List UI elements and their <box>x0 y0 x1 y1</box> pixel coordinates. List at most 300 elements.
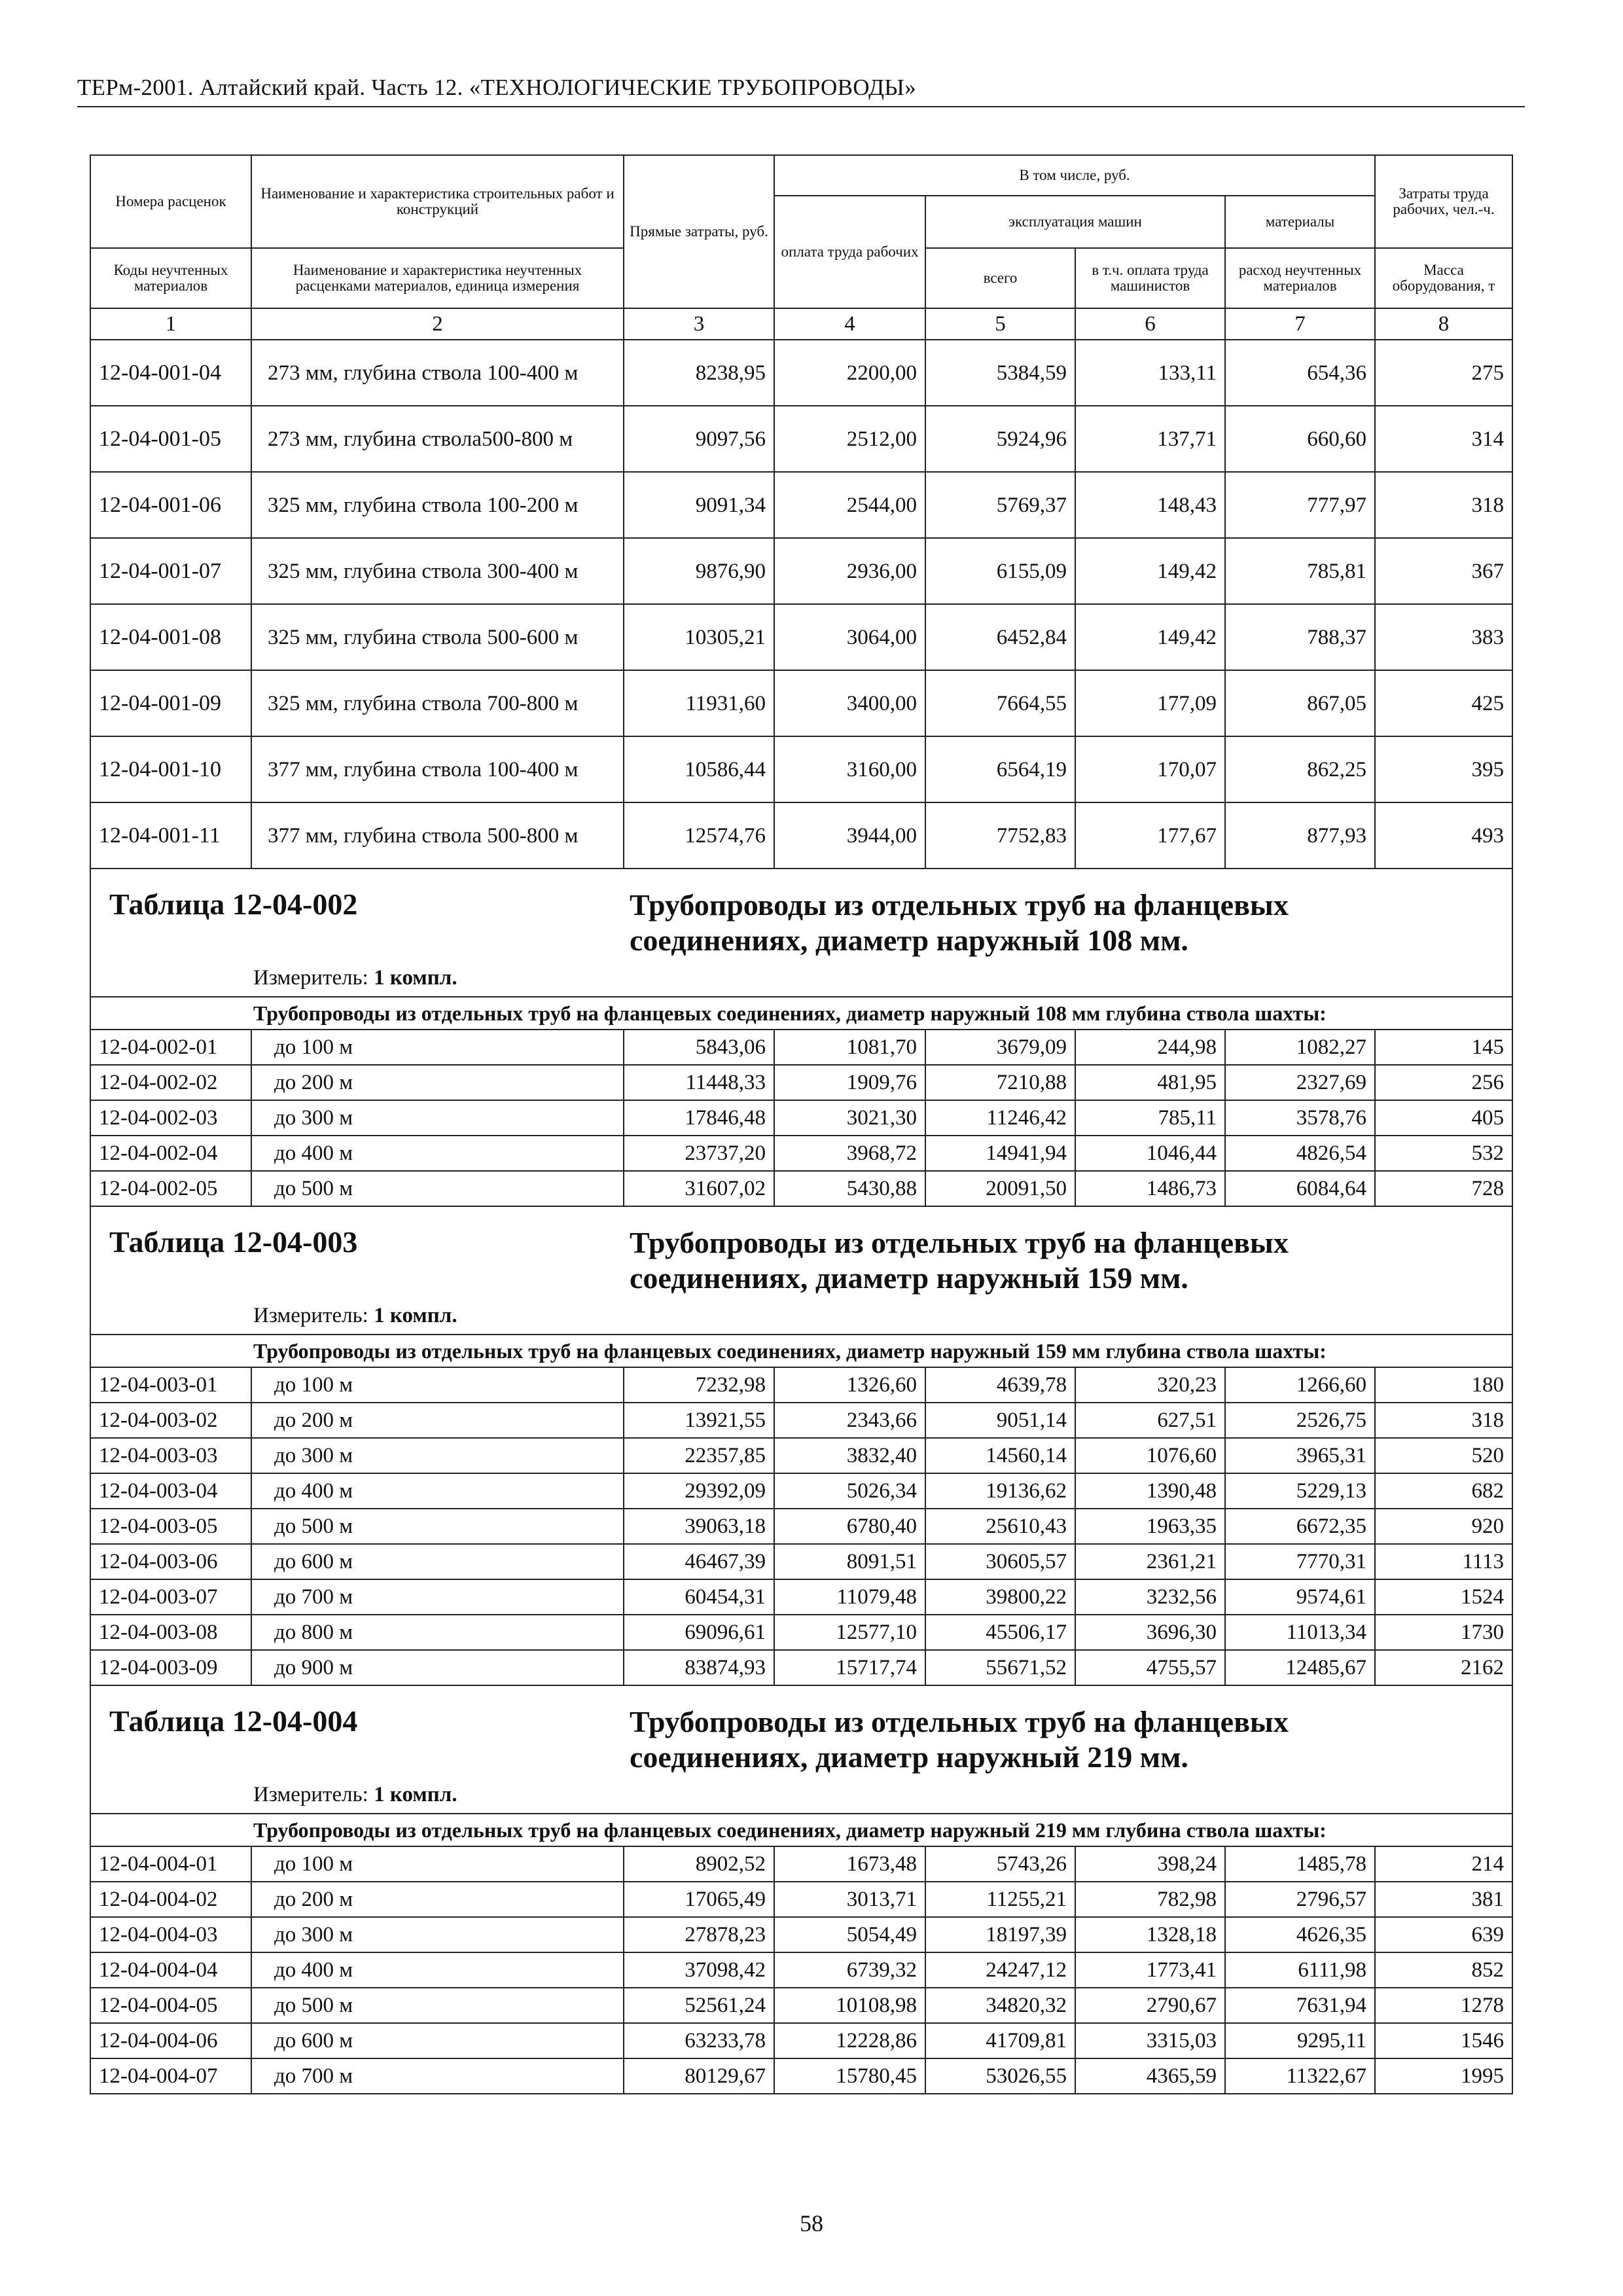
table-row <box>90 604 1512 670</box>
table-caption-row <box>90 1685 1512 1814</box>
value-hours: 275 <box>1375 340 1512 406</box>
column-number: 1 <box>90 308 251 340</box>
value-hours: 1546 <box>1375 2023 1512 2058</box>
value-machines: 55671,52 <box>925 1650 1075 1685</box>
table-row <box>90 1952 1512 1988</box>
rate-name: 325 мм, глубина ствола 300-400 м <box>251 538 624 604</box>
rate-name: до 300 м <box>251 1917 624 1952</box>
column-number: 3 <box>624 308 774 340</box>
value-materials: 4826,54 <box>1225 1136 1375 1171</box>
value-direct: 46467,39 <box>624 1544 774 1579</box>
page-number: 58 <box>800 2210 823 2236</box>
table-caption-row <box>90 1206 1512 1335</box>
value-labor: 1326,60 <box>774 1367 925 1403</box>
value-machinists: 1076,60 <box>1075 1438 1225 1473</box>
rate-code: 12-04-001-09 <box>90 670 251 736</box>
rate-name: 325 мм, глубина ствола 500-600 м <box>251 604 624 670</box>
value-labor: 3400,00 <box>774 670 925 736</box>
rate-code: 12-04-004-06 <box>90 2023 251 2058</box>
value-machines: 14560,14 <box>925 1438 1075 1473</box>
value-machines: 9051,14 <box>925 1403 1075 1438</box>
value-materials: 7770,31 <box>1225 1544 1375 1579</box>
table-caption-row <box>90 869 1512 997</box>
value-materials: 11013,34 <box>1225 1615 1375 1650</box>
value-labor: 3832,40 <box>774 1438 925 1473</box>
value-machinists: 149,42 <box>1075 538 1225 604</box>
column-number: 5 <box>925 308 1075 340</box>
header-labor-hours: Затраты труда рабочих, чел.-ч. <box>1375 155 1512 248</box>
value-materials: 9295,11 <box>1225 2023 1375 2058</box>
value-materials: 7631,94 <box>1225 1988 1375 2023</box>
value-machinists: 481,95 <box>1075 1065 1225 1100</box>
value-machinists: 785,11 <box>1075 1100 1225 1136</box>
table-row <box>90 1473 1512 1509</box>
column-number: 8 <box>1375 308 1512 340</box>
table-row <box>90 1917 1512 1952</box>
value-direct: 22357,85 <box>624 1438 774 1473</box>
rate-code: 12-04-002-05 <box>90 1171 251 1206</box>
value-direct: 9097,56 <box>624 406 774 472</box>
value-hours: 145 <box>1375 1030 1512 1065</box>
value-direct: 10586,44 <box>624 736 774 802</box>
rate-name: до 200 м <box>251 1882 624 1917</box>
value-labor: 3064,00 <box>774 604 925 670</box>
measurement-unit-label: Измеритель: <box>253 1304 368 1327</box>
measurement-unit <box>91 1302 1512 1329</box>
value-machinists: 148,43 <box>1075 472 1225 538</box>
table-row <box>90 1650 1512 1685</box>
value-direct: 5843,06 <box>624 1030 774 1065</box>
table-row <box>90 1882 1512 1917</box>
value-hours: 214 <box>1375 1846 1512 1882</box>
rate-code: 12-04-001-08 <box>90 604 251 670</box>
value-direct: 13921,55 <box>624 1403 774 1438</box>
value-direct: 69096,61 <box>624 1615 774 1650</box>
table-row <box>90 1136 1512 1171</box>
value-labor: 1673,48 <box>774 1846 925 1882</box>
value-direct: 27878,23 <box>624 1917 774 1952</box>
value-materials: 6672,35 <box>1225 1509 1375 1544</box>
value-machines: 3679,09 <box>925 1030 1075 1065</box>
rate-name: 273 мм, глубина ствола500-800 м <box>251 406 624 472</box>
value-hours: 318 <box>1375 1403 1512 1438</box>
table-row <box>90 1065 1512 1100</box>
value-machinists: 177,09 <box>1075 670 1225 736</box>
rate-name: до 800 м <box>251 1615 624 1650</box>
table-row <box>90 1615 1512 1650</box>
value-labor: 10108,98 <box>774 1988 925 2023</box>
value-materials: 1266,60 <box>1225 1367 1375 1403</box>
table-subheading: Трубопроводы из отдельных труб на фланцевых соединениях, диаметр наружный 159 мм глубина ствола шахты: <box>90 1335 1512 1367</box>
value-machinists: 1328,18 <box>1075 1917 1225 1952</box>
value-labor: 2544,00 <box>774 472 925 538</box>
value-materials: 777,97 <box>1225 472 1375 538</box>
value-hours: 395 <box>1375 736 1512 802</box>
header-unaccounted-codes: Коды неучтенных материалов <box>90 248 251 308</box>
table-title: Трубопроводы из отдельных труб на фланцевых соединениях, диаметр наружный 108 мм. <box>630 888 1289 957</box>
value-machines: 25610,43 <box>925 1509 1075 1544</box>
table-id: Таблица 12-04-003 <box>109 1225 358 1259</box>
value-materials: 5229,13 <box>1225 1473 1375 1509</box>
rate-name: до 700 м <box>251 2058 624 2094</box>
value-machines: 5384,59 <box>925 340 1075 406</box>
table-caption <box>90 1685 1512 1814</box>
value-direct: 39063,18 <box>624 1509 774 1544</box>
rate-name: до 500 м <box>251 1509 624 1544</box>
rate-code: 12-04-003-06 <box>90 1544 251 1579</box>
rate-name: до 400 м <box>251 1952 624 1988</box>
value-hours: 1524 <box>1375 1579 1512 1615</box>
rate-name: до 600 м <box>251 1544 624 1579</box>
table-row <box>90 736 1512 802</box>
value-labor: 2936,00 <box>774 538 925 604</box>
value-labor: 2200,00 <box>774 340 925 406</box>
table-row <box>90 1544 1512 1579</box>
value-direct: 10305,21 <box>624 604 774 670</box>
rate-code: 12-04-004-04 <box>90 1952 251 1988</box>
table-row <box>90 538 1512 604</box>
value-labor: 2343,66 <box>774 1403 925 1438</box>
value-labor: 2512,00 <box>774 406 925 472</box>
rate-code: 12-04-003-05 <box>90 1509 251 1544</box>
value-machinists: 2361,21 <box>1075 1544 1225 1579</box>
table-subheading: Трубопроводы из отдельных труб на фланцевых соединениях, диаметр наружный 219 мм глубина ствола шахты: <box>90 1814 1512 1846</box>
measurement-unit <box>91 1782 1512 1808</box>
value-hours: 318 <box>1375 472 1512 538</box>
value-machinists: 4365,59 <box>1075 2058 1225 2094</box>
value-direct: 63233,78 <box>624 2023 774 2058</box>
rate-code: 12-04-004-02 <box>90 1882 251 1917</box>
value-materials: 9574,61 <box>1225 1579 1375 1615</box>
table-row <box>90 406 1512 472</box>
value-labor: 12228,86 <box>774 2023 925 2058</box>
value-labor: 3160,00 <box>774 736 925 802</box>
value-direct: 83874,93 <box>624 1650 774 1685</box>
value-direct: 29392,09 <box>624 1473 774 1509</box>
value-direct: 8238,95 <box>624 340 774 406</box>
value-hours: 1730 <box>1375 1615 1512 1650</box>
value-machinists: 149,42 <box>1075 604 1225 670</box>
value-hours: 920 <box>1375 1509 1512 1544</box>
value-labor: 12577,10 <box>774 1615 925 1650</box>
rate-name: до 200 м <box>251 1403 624 1438</box>
value-materials: 3965,31 <box>1225 1438 1375 1473</box>
rate-code: 12-04-003-08 <box>90 1615 251 1650</box>
subheading-row <box>90 1814 1512 1846</box>
value-hours: 520 <box>1375 1438 1512 1473</box>
value-labor: 6739,32 <box>774 1952 925 1988</box>
rate-code: 12-04-001-04 <box>90 340 251 406</box>
value-labor: 1081,70 <box>774 1030 925 1065</box>
table-row <box>90 1030 1512 1065</box>
value-direct: 80129,67 <box>624 2058 774 2094</box>
value-machines: 11255,21 <box>925 1882 1075 1917</box>
value-direct: 9876,90 <box>624 538 774 604</box>
table-row <box>90 340 1512 406</box>
table-row <box>90 472 1512 538</box>
header-unaccounted-name: Наименование и характеристика неучтенных расценками материалов, единица измерения <box>251 248 624 308</box>
value-direct: 9091,34 <box>624 472 774 538</box>
value-machines: 6452,84 <box>925 604 1075 670</box>
value-materials: 6084,64 <box>1225 1171 1375 1206</box>
table-row <box>90 1403 1512 1438</box>
value-machines: 53026,55 <box>925 2058 1075 2094</box>
value-labor: 15717,74 <box>774 1650 925 1685</box>
value-machinists: 3232,56 <box>1075 1579 1225 1615</box>
value-hours: 381 <box>1375 1882 1512 1917</box>
value-direct: 7232,98 <box>624 1367 774 1403</box>
value-materials: 877,93 <box>1225 802 1375 869</box>
value-direct: 12574,76 <box>624 802 774 869</box>
value-machines: 30605,57 <box>925 1544 1075 1579</box>
value-machines: 45506,17 <box>925 1615 1075 1650</box>
value-direct: 17065,49 <box>624 1882 774 1917</box>
value-materials: 867,05 <box>1225 670 1375 736</box>
rate-code: 12-04-003-07 <box>90 1579 251 1615</box>
value-labor: 3021,30 <box>774 1100 925 1136</box>
header-materials: материалы <box>1225 196 1375 248</box>
value-direct: 60454,31 <box>624 1579 774 1615</box>
value-direct: 8902,52 <box>624 1846 774 1882</box>
value-materials: 788,37 <box>1225 604 1375 670</box>
table-row <box>90 1846 1512 1882</box>
rate-code: 12-04-004-05 <box>90 1988 251 2023</box>
value-materials: 1082,27 <box>1225 1030 1375 1065</box>
value-machinists: 1046,44 <box>1075 1136 1225 1171</box>
value-hours: 405 <box>1375 1100 1512 1136</box>
value-labor: 15780,45 <box>774 2058 925 2094</box>
value-labor: 3013,71 <box>774 1882 925 1917</box>
rate-name: 273 мм, глубина ствола 100-400 м <box>251 340 624 406</box>
value-hours: 1278 <box>1375 1988 1512 2023</box>
header-including: В том числе, руб. <box>774 155 1375 196</box>
value-direct: 17846,48 <box>624 1100 774 1136</box>
value-labor: 3968,72 <box>774 1136 925 1171</box>
value-materials: 1485,78 <box>1225 1846 1375 1882</box>
value-hours: 682 <box>1375 1473 1512 1509</box>
value-materials: 2796,57 <box>1225 1882 1375 1917</box>
subheading-row <box>90 997 1512 1030</box>
rate-code: 12-04-003-09 <box>90 1650 251 1685</box>
rate-name: до 700 м <box>251 1579 624 1615</box>
value-hours: 1995 <box>1375 2058 1512 2094</box>
rate-code: 12-04-003-01 <box>90 1367 251 1403</box>
header-unaccounted-materials-use: расход неучтенных материалов <box>1225 248 1375 308</box>
value-machines: 24247,12 <box>925 1952 1075 1988</box>
value-machines: 7664,55 <box>925 670 1075 736</box>
table-row <box>90 1988 1512 2023</box>
value-machines: 34820,32 <box>925 1988 1075 2023</box>
table-row <box>90 802 1512 869</box>
value-machines: 7210,88 <box>925 1065 1075 1100</box>
value-machines: 39800,22 <box>925 1579 1075 1615</box>
rate-name: 325 мм, глубина ствола 100-200 м <box>251 472 624 538</box>
table-title: Трубопроводы из отдельных труб на фланцевых соединениях, диаметр наружный 159 мм. <box>630 1226 1289 1295</box>
value-machinists: 782,98 <box>1075 1882 1225 1917</box>
rate-name: 377 мм, глубина ствола 100-400 м <box>251 736 624 802</box>
value-materials: 11322,67 <box>1225 2058 1375 2094</box>
header-labor-pay: оплата труда рабочих <box>774 196 925 308</box>
table-row <box>90 1579 1512 1615</box>
rate-code: 12-04-001-10 <box>90 736 251 802</box>
value-hours: 852 <box>1375 1952 1512 1988</box>
rate-code: 12-04-003-02 <box>90 1403 251 1438</box>
column-number: 4 <box>774 308 925 340</box>
rate-name: до 600 м <box>251 2023 624 2058</box>
value-labor: 5054,49 <box>774 1917 925 1952</box>
value-machinists: 3315,03 <box>1075 2023 1225 2058</box>
value-materials: 2526,75 <box>1225 1403 1375 1438</box>
measurement-unit <box>91 965 1512 991</box>
value-machinists: 320,23 <box>1075 1367 1225 1403</box>
table-row <box>90 2058 1512 2094</box>
value-machinists: 627,51 <box>1075 1403 1225 1438</box>
value-labor: 5026,34 <box>774 1473 925 1509</box>
rate-name: до 900 м <box>251 1650 624 1685</box>
value-hours: 2162 <box>1375 1650 1512 1685</box>
rate-code: 12-04-002-04 <box>90 1136 251 1171</box>
value-materials: 660,60 <box>1225 406 1375 472</box>
rate-name: 325 мм, глубина ствола 700-800 м <box>251 670 624 736</box>
value-materials: 862,25 <box>1225 736 1375 802</box>
value-machinists: 398,24 <box>1075 1846 1225 1882</box>
table-id: Таблица 12-04-002 <box>109 888 358 921</box>
value-direct: 52561,24 <box>624 1988 774 2023</box>
rate-name: 377 мм, глубина ствола 500-800 м <box>251 802 624 869</box>
value-machines: 41709,81 <box>925 2023 1075 2058</box>
column-number: 6 <box>1075 308 1225 340</box>
value-direct: 31607,02 <box>624 1171 774 1206</box>
table-caption <box>90 869 1512 997</box>
rate-code: 12-04-001-11 <box>90 802 251 869</box>
value-hours: 493 <box>1375 802 1512 869</box>
rate-code: 12-04-003-03 <box>90 1438 251 1473</box>
table-row <box>90 1367 1512 1403</box>
value-machines: 4639,78 <box>925 1367 1075 1403</box>
header-machine-operation: эксплуатация машин <box>925 196 1225 248</box>
header-equipment-mass: Масса оборудования, т <box>1375 248 1512 308</box>
rate-name: до 500 м <box>251 1988 624 2023</box>
rate-code: 12-04-004-01 <box>90 1846 251 1882</box>
rates-table <box>90 154 1513 2094</box>
rate-name: до 400 м <box>251 1473 624 1509</box>
value-machinists: 1773,41 <box>1075 1952 1225 1988</box>
table-row <box>90 1171 1512 1206</box>
subheading-row <box>90 1335 1512 1367</box>
table-row <box>90 1509 1512 1544</box>
rate-name: до 500 м <box>251 1171 624 1206</box>
value-machinists: 1486,73 <box>1075 1171 1225 1206</box>
value-materials: 4626,35 <box>1225 1917 1375 1952</box>
value-direct: 37098,42 <box>624 1952 774 1988</box>
value-labor: 11079,48 <box>774 1579 925 1615</box>
value-machinists: 133,11 <box>1075 340 1225 406</box>
table-id: Таблица 12-04-004 <box>109 1704 358 1738</box>
value-hours: 180 <box>1375 1367 1512 1403</box>
value-machines: 6155,09 <box>925 538 1075 604</box>
value-hours: 367 <box>1375 538 1512 604</box>
value-hours: 532 <box>1375 1136 1512 1171</box>
table-caption <box>90 1206 1512 1335</box>
rate-code: 12-04-003-04 <box>90 1473 251 1509</box>
value-machines: 19136,62 <box>925 1473 1075 1509</box>
rate-name: до 100 м <box>251 1367 624 1403</box>
value-labor: 5430,88 <box>774 1171 925 1206</box>
value-hours: 383 <box>1375 604 1512 670</box>
value-machinists: 4755,57 <box>1075 1650 1225 1685</box>
value-machines: 5743,26 <box>925 1846 1075 1882</box>
value-hours: 314 <box>1375 406 1512 472</box>
value-direct: 11448,33 <box>624 1065 774 1100</box>
measurement-unit-label: Измеритель: <box>253 966 368 990</box>
value-machinists: 177,67 <box>1075 802 1225 869</box>
column-number: 2 <box>251 308 624 340</box>
value-machines: 20091,50 <box>925 1171 1075 1206</box>
value-machinists: 1963,35 <box>1075 1509 1225 1544</box>
value-materials: 785,81 <box>1225 538 1375 604</box>
value-machinists: 1390,48 <box>1075 1473 1225 1509</box>
rate-code: 12-04-002-02 <box>90 1065 251 1100</box>
rate-name: до 100 м <box>251 1846 624 1882</box>
table-title: Трубопроводы из отдельных труб на фланцевых соединениях, диаметр наружный 219 мм. <box>630 1705 1289 1774</box>
header-work-name: Наименование и характеристика строительных работ и конструкций <box>251 155 624 248</box>
value-machines: 7752,83 <box>925 802 1075 869</box>
rate-name: до 100 м <box>251 1030 624 1065</box>
table-row <box>90 1438 1512 1473</box>
rate-name: до 300 м <box>251 1438 624 1473</box>
value-machines: 5769,37 <box>925 472 1075 538</box>
header-machinist-pay: в т.ч. оплата труда машинистов <box>1075 248 1225 308</box>
value-machinists: 3696,30 <box>1075 1615 1225 1650</box>
rate-code: 12-04-001-07 <box>90 538 251 604</box>
rate-code: 12-04-004-03 <box>90 1917 251 1952</box>
value-machines: 14941,94 <box>925 1136 1075 1171</box>
measurement-unit-value: 1 компл. <box>374 1304 457 1327</box>
rate-name: до 300 м <box>251 1100 624 1136</box>
rate-code: 12-04-002-01 <box>90 1030 251 1065</box>
value-materials: 654,36 <box>1225 340 1375 406</box>
value-hours: 1113 <box>1375 1544 1512 1579</box>
value-direct: 11931,60 <box>624 670 774 736</box>
value-materials: 6111,98 <box>1225 1952 1375 1988</box>
header-machine-total: всего <box>925 248 1075 308</box>
value-labor: 3944,00 <box>774 802 925 869</box>
value-hours: 728 <box>1375 1171 1512 1206</box>
value-materials: 12485,67 <box>1225 1650 1375 1685</box>
value-labor: 6780,40 <box>774 1509 925 1544</box>
value-machines: 5924,96 <box>925 406 1075 472</box>
value-machinists: 2790,67 <box>1075 1988 1225 2023</box>
table-subheading: Трубопроводы из отдельных труб на фланцевых соединениях, диаметр наружный 108 мм глубина ствола шахты: <box>90 997 1512 1030</box>
measurement-unit-label: Измеритель: <box>253 1783 368 1806</box>
column-number: 7 <box>1225 308 1375 340</box>
table-row <box>90 1100 1512 1136</box>
value-materials: 2327,69 <box>1225 1065 1375 1100</box>
header-direct-costs: Прямые затраты, руб. <box>624 155 774 308</box>
rate-code: 12-04-001-05 <box>90 406 251 472</box>
value-labor: 8091,51 <box>774 1544 925 1579</box>
value-machinists: 137,71 <box>1075 406 1225 472</box>
value-materials: 3578,76 <box>1225 1100 1375 1136</box>
value-machinists: 170,07 <box>1075 736 1225 802</box>
value-machinists: 244,98 <box>1075 1030 1225 1065</box>
value-labor: 1909,76 <box>774 1065 925 1100</box>
header-rate-numbers: Номера расценок <box>90 155 251 248</box>
value-hours: 425 <box>1375 670 1512 736</box>
measurement-unit-value: 1 компл. <box>374 1783 457 1806</box>
rate-name: до 400 м <box>251 1136 624 1171</box>
measurement-unit-value: 1 компл. <box>374 966 457 990</box>
